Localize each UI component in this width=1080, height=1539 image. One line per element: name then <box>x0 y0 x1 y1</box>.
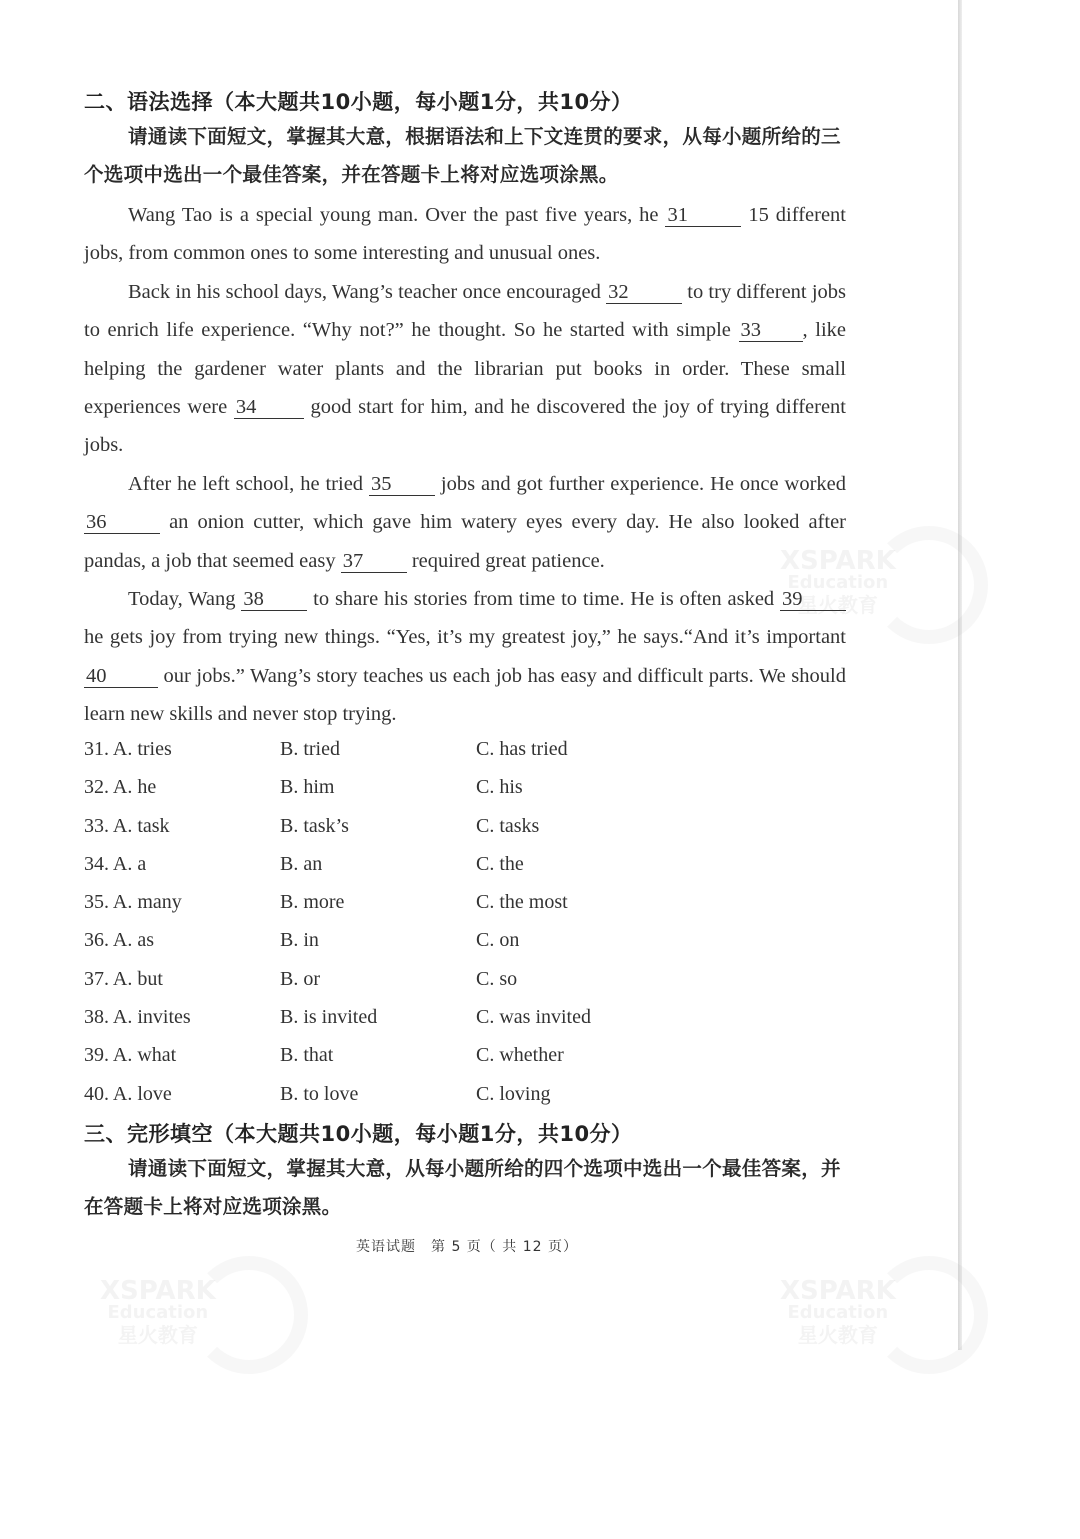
section-2-title: 二、语法选择（本大题共10小题，每小题1分，共10分） <box>84 90 633 114</box>
answer-blank: 39 <box>780 588 846 611</box>
option-b: B. an <box>280 852 323 875</box>
option-c: C. whether <box>476 1044 564 1067</box>
answer-blank: 35 <box>369 473 435 496</box>
answer-blank: 38 <box>241 588 307 611</box>
watermark-brand: XSPARK <box>780 1276 896 1306</box>
watermark-cn: 星火教育 <box>117 1323 198 1347</box>
watermark-sub: Education <box>107 1302 209 1323</box>
watermark-logo <box>780 1276 896 1347</box>
page-footer: 英语试题 第 5 页（ 共 12 页） <box>356 1239 578 1255</box>
option-a: 37. A. but <box>84 967 163 990</box>
option-c: C. on <box>476 929 520 952</box>
watermark-sub: Education <box>787 1302 889 1323</box>
section-2-instructions: 请通读下面短文，掌握其大意，根据语法和上下文连贯的要求，从每小题所给的三个选项中选出一个最佳答案，并在答题卡上将对应选项涂黑。 <box>84 125 841 186</box>
answer-blank: 36 <box>84 511 160 534</box>
option-a: 36. A. as <box>84 929 154 952</box>
option-b: B. that <box>280 1044 334 1067</box>
option-b: B. to love <box>280 1082 359 1105</box>
watermark-cn: 星火教育 <box>797 593 878 617</box>
option-b: B. in <box>280 929 319 952</box>
watermark-logo <box>100 1276 216 1347</box>
option-c: C. was invited <box>476 1006 591 1029</box>
passage-paragraph-3: After he left school, he tried 35 jobs and got further experience. He once worked 36 an onion cutter, which gave him watery eyes every day. He also looked after pandas, a job that seemed easy 37 required great patience. <box>84 472 846 572</box>
option-c: C. has tried <box>476 738 568 760</box>
option-b: B. or <box>280 967 320 990</box>
option-a: 35. A. many <box>84 891 182 914</box>
option-a: 34. A. a <box>84 852 147 875</box>
answer-blank: 32 <box>606 281 682 304</box>
watermark-brand: XSPARK <box>100 1276 216 1306</box>
option-c: C. loving <box>476 1082 551 1105</box>
option-c: C. so <box>476 967 518 990</box>
answer-blank: 37 <box>341 550 407 573</box>
option-a: 31. A. tries <box>84 738 172 760</box>
section-3-instructions: 请通读下面短文，掌握其大意，从每小题所给的四个选项中选出一个最佳答案，并在答题卡上将对应选项涂黑。 <box>84 1157 841 1218</box>
watermark-cn: 星火教育 <box>797 1323 878 1347</box>
answer-blank: 33 <box>739 319 803 342</box>
option-c: C. his <box>476 776 523 799</box>
section-3-title: 三、完形填空（本大题共10小题，每小题1分，共10分） <box>84 1122 633 1146</box>
passage-paragraph-4: Today, Wang 38 to share his stories from time to time. He is often asked 39 he gets joy from trying new things. “Yes, it’s my greatest joy,” he says.“And it’s important 40 our jobs.” Wang’s story teaches us each job has easy and difficult parts. We should learn new skills and never stop trying. <box>84 588 846 726</box>
watermark-brand: XSPARK <box>780 546 896 576</box>
option-a: 39. A. what <box>84 1044 177 1067</box>
grammar-passage <box>84 196 846 734</box>
watermark-sub: Education <box>787 572 889 593</box>
option-b: B. tried <box>280 738 340 760</box>
option-a: 38. A. invites <box>84 1006 191 1029</box>
page-edge-shadow <box>958 0 962 1350</box>
option-b: B. is invited <box>280 1006 378 1029</box>
passage-paragraph-1: Wang Tao is a special young man. Over the past five years, he 31 15 different jobs, from common ones to some interesting and unusual ones. <box>84 204 846 265</box>
option-c: C. the most <box>476 891 568 914</box>
answer-blank: 34 <box>234 396 304 419</box>
option-a: 32. A. he <box>84 776 157 799</box>
option-b: B. more <box>280 891 345 914</box>
option-b: B. him <box>280 776 335 799</box>
passage-paragraph-2: Back in his school days, Wang’s teacher once encouraged 32 to try different jobs to enrich life experience. “Why not?” he thought. So he started with simple 33 , like helping the gardener water plants and the librarian put books in order. These small experiences were 34 good start for him, and he discovered the joy of trying different jobs. <box>84 280 846 457</box>
option-c: C. tasks <box>476 814 540 837</box>
option-a: 33. A. task <box>84 814 170 837</box>
answer-blank: 40 <box>84 665 158 688</box>
option-a: 40. A. love <box>84 1082 172 1105</box>
answer-blank: 31 <box>665 204 741 227</box>
option-c: C. the <box>476 852 524 875</box>
option-b: B. task’s <box>280 814 349 837</box>
